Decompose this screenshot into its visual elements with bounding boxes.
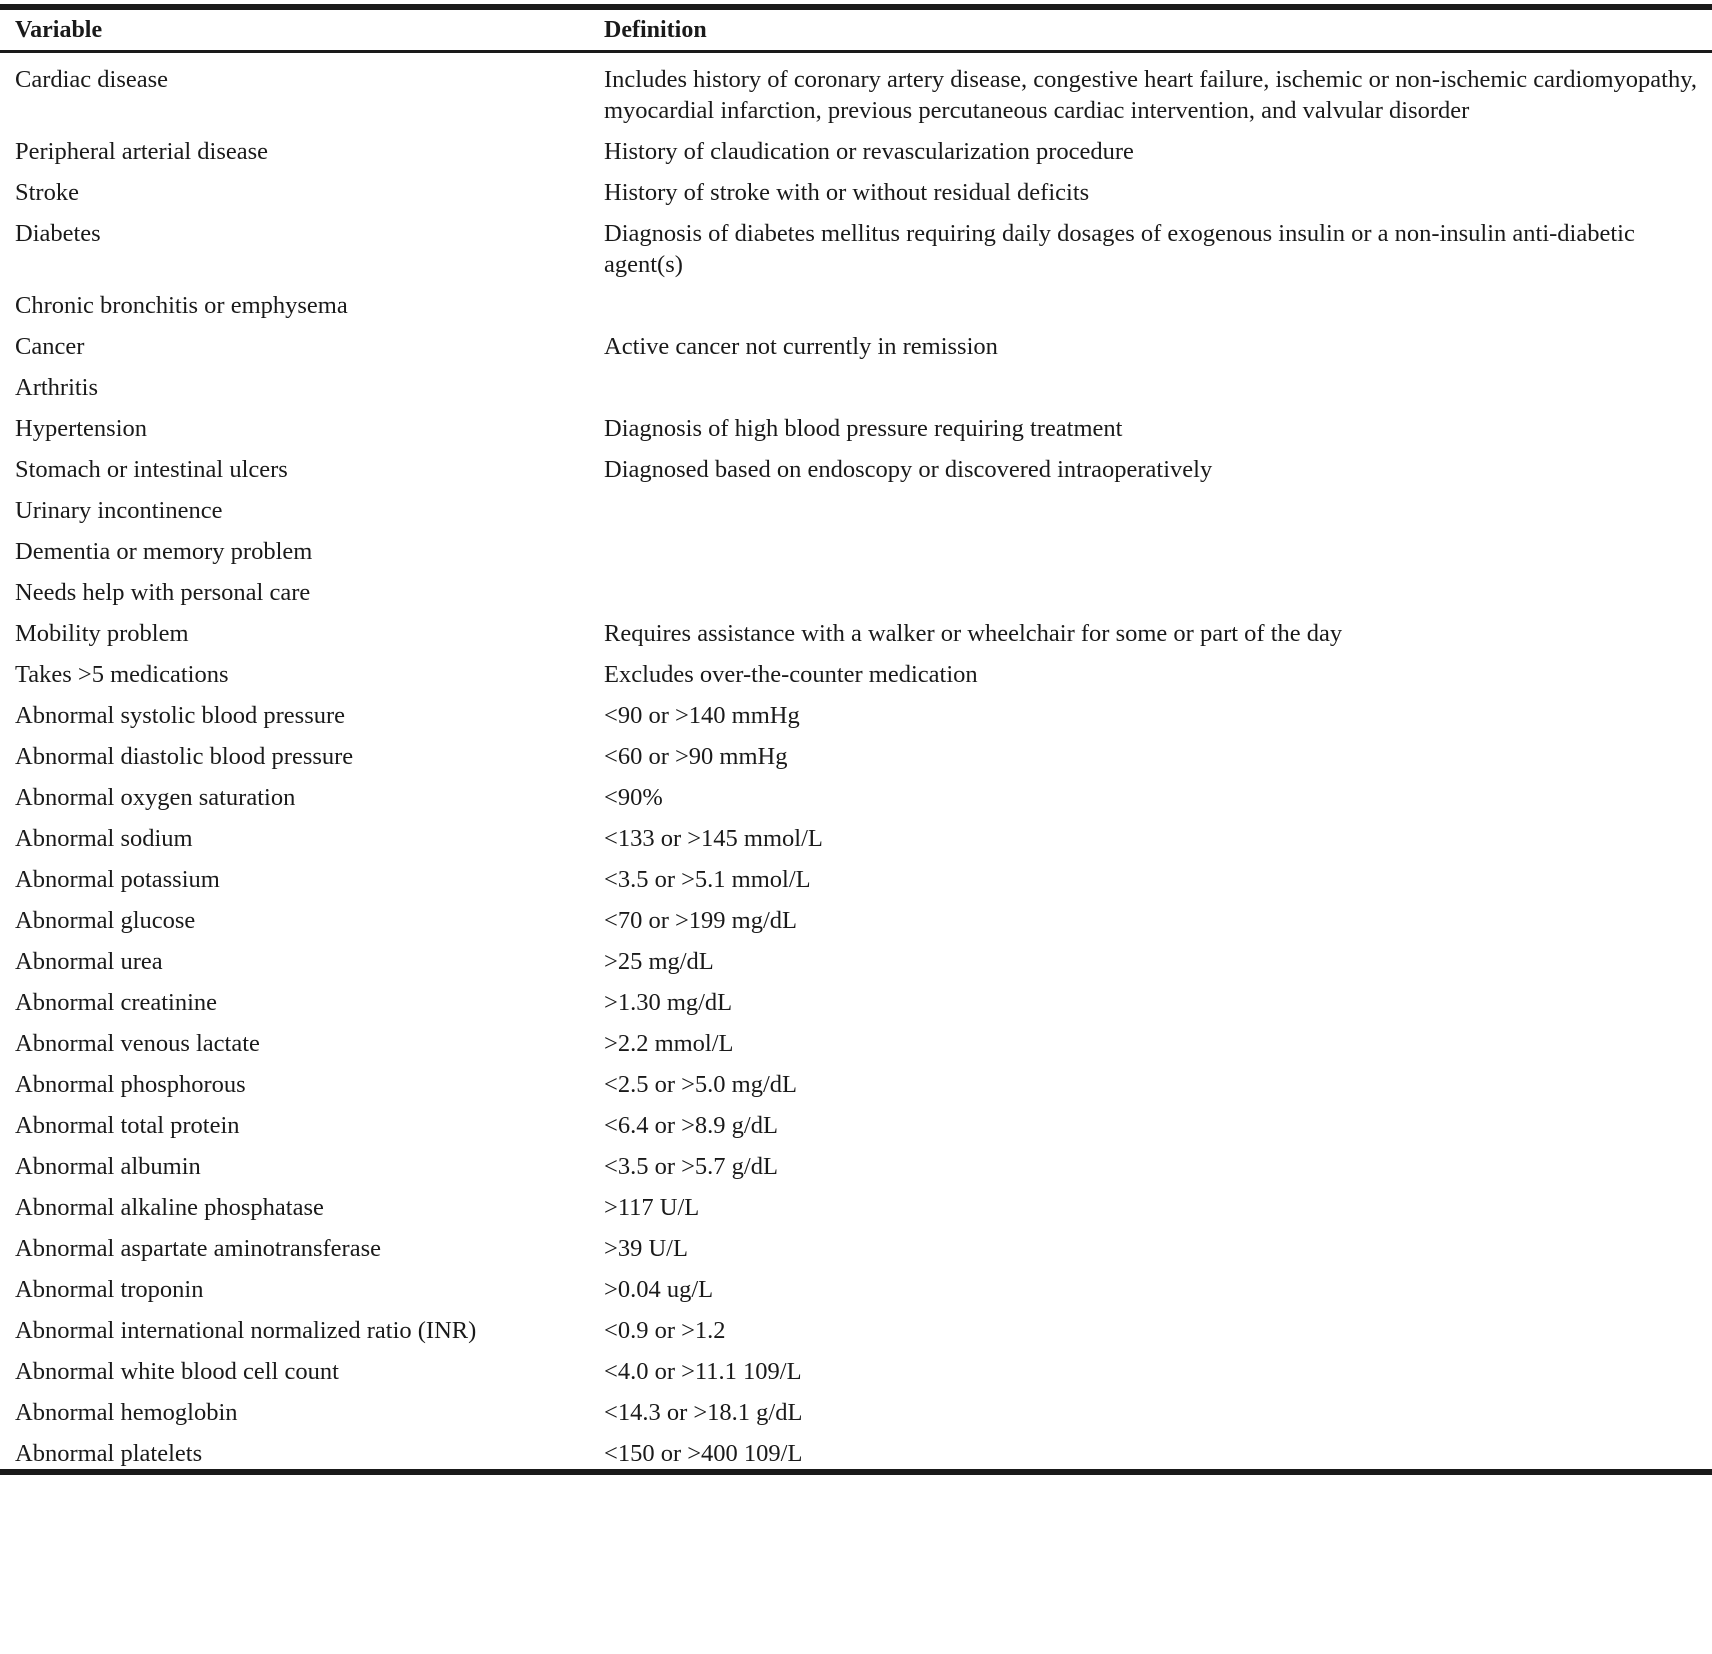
table-row	[0, 612, 1712, 653]
variable-cell: Abnormal oxygen saturation	[15, 784, 296, 811]
variable-cell: Abnormal hemoglobin	[15, 1399, 238, 1426]
definition-cell	[604, 571, 1712, 612]
variable-cell: Abnormal diastolic blood pressure	[15, 743, 354, 770]
definition-cell: <3.5 or >5.7 g/dL	[604, 1153, 778, 1180]
table-row	[0, 407, 1712, 448]
header-variable: Variable	[0, 7, 604, 52]
definition-cell: >2.2 mmol/L	[604, 1030, 734, 1057]
variable-cell: Cancer	[15, 333, 85, 360]
table-header	[0, 7, 1712, 52]
variable-cell: Abnormal alkaline phosphatase	[15, 1194, 324, 1221]
table-row	[0, 776, 1712, 817]
table-row	[0, 284, 1712, 325]
table-row	[0, 325, 1712, 366]
definition-cell: >117 U/L	[604, 1194, 700, 1221]
definition-cell	[604, 284, 1712, 325]
definition-cell	[604, 530, 1712, 571]
definition-cell: <90 or >140 mmHg	[604, 702, 800, 729]
variable-cell: Abnormal systolic blood pressure	[15, 702, 346, 729]
variable-cell: Dementia or memory problem	[15, 538, 313, 565]
table-row	[0, 1391, 1712, 1432]
definition-cell: <133 or >145 mmol/L	[604, 825, 823, 852]
variable-cell: Peripheral arterial disease	[15, 138, 269, 165]
variable-cell: Abnormal white blood cell count	[15, 1358, 339, 1385]
variable-cell: Abnormal phosphorous	[15, 1071, 246, 1098]
table-row	[0, 1350, 1712, 1391]
table-row	[0, 130, 1712, 171]
table-row	[0, 1186, 1712, 1227]
table-body	[0, 52, 1712, 1473]
definition-cell: <14.3 or >18.1 g/dL	[604, 1399, 803, 1426]
table-row	[0, 735, 1712, 776]
definition-cell: Diagnosis of high blood pressure requiring treatment	[604, 415, 1123, 442]
table-row	[0, 1063, 1712, 1104]
definition-cell: Includes history of coronary artery disease, congestive heart failure, ischemic or non-ischemic cardiomyopathy, myocardial infarction, previous percutaneous cardiac intervention, and valvular disorder	[604, 66, 1698, 124]
table-row	[0, 489, 1712, 530]
table-row	[0, 366, 1712, 407]
variable-cell: Cardiac disease	[15, 66, 169, 93]
table-row	[0, 52, 1712, 131]
definition-cell: <2.5 or >5.0 mg/dL	[604, 1071, 797, 1098]
definition-cell: <70 or >199 mg/dL	[604, 907, 797, 934]
header-row	[0, 7, 1712, 52]
definition-cell: Diagnosis of diabetes mellitus requiring daily dosages of exogenous insulin or a non-insulin anti-diabetic agent(s)	[604, 220, 1635, 278]
definition-cell: <150 or >400 109/L	[604, 1440, 803, 1467]
table-row	[0, 1022, 1712, 1063]
table-row	[0, 448, 1712, 489]
definition-cell: History of stroke with or without residual deficits	[604, 179, 1090, 206]
definition-cell: Requires assistance with a walker or wheelchair for some or part of the day	[604, 620, 1343, 647]
variable-cell: Chronic bronchitis or emphysema	[15, 292, 348, 319]
definition-cell: <0.9 or >1.2	[604, 1317, 726, 1344]
definition-cell: >0.04 ug/L	[604, 1276, 714, 1303]
table-row	[0, 1104, 1712, 1145]
table-row	[0, 530, 1712, 571]
definition-cell	[604, 489, 1712, 530]
table-row	[0, 1309, 1712, 1350]
definition-cell: <4.0 or >11.1 109/L	[604, 1358, 802, 1385]
table-row	[0, 171, 1712, 212]
table-row	[0, 212, 1712, 284]
table-row	[0, 899, 1712, 940]
definition-cell: <90%	[604, 784, 663, 811]
header-definition: Definition	[604, 7, 1712, 52]
table-row	[0, 1432, 1712, 1472]
variable-cell: Urinary incontinence	[15, 497, 223, 524]
definition-cell: Excludes over-the-counter medication	[604, 661, 978, 688]
variable-cell: Abnormal troponin	[15, 1276, 204, 1303]
variable-cell: Abnormal total protein	[15, 1112, 240, 1139]
variable-cell: Arthritis	[15, 374, 99, 401]
variable-cell: Abnormal venous lactate	[15, 1030, 260, 1057]
definition-cell: >39 U/L	[604, 1235, 688, 1262]
table-row	[0, 817, 1712, 858]
definition-cell: Active cancer not currently in remission	[604, 333, 998, 360]
definition-cell: <3.5 or >5.1 mmol/L	[604, 866, 811, 893]
table-row	[0, 858, 1712, 899]
definition-cell: <60 or >90 mmHg	[604, 743, 788, 770]
table-row	[0, 571, 1712, 612]
variable-cell: Abnormal urea	[15, 948, 163, 975]
table-row	[0, 1145, 1712, 1186]
variable-cell: Abnormal international normalized ratio (INR)	[15, 1317, 477, 1344]
table-row	[0, 1227, 1712, 1268]
variable-cell: Stroke	[15, 179, 79, 206]
variable-cell: Stomach or intestinal ulcers	[15, 456, 288, 483]
variable-cell: Abnormal creatinine	[15, 989, 218, 1016]
variable-cell: Hypertension	[15, 415, 147, 442]
table-row	[0, 694, 1712, 735]
variable-cell: Abnormal sodium	[15, 825, 193, 852]
definition-cell: Diagnosed based on endoscopy or discovered intraoperatively	[604, 456, 1213, 483]
variable-cell: Abnormal platelets	[15, 1440, 203, 1467]
variable-cell: Abnormal potassium	[15, 866, 220, 893]
definition-cell: History of claudication or revascularization procedure	[604, 138, 1134, 165]
table-row	[0, 981, 1712, 1022]
variable-cell: Mobility problem	[15, 620, 189, 647]
definition-cell: <6.4 or >8.9 g/dL	[604, 1112, 778, 1139]
variable-cell: Abnormal albumin	[15, 1153, 201, 1180]
table-row	[0, 1268, 1712, 1309]
definition-cell: >1.30 mg/dL	[604, 989, 733, 1016]
variable-cell: Diabetes	[15, 220, 101, 247]
definition-cell	[604, 366, 1712, 407]
table-row	[0, 940, 1712, 981]
variables-table	[0, 4, 1712, 1475]
variable-cell: Abnormal glucose	[15, 907, 196, 934]
table-row	[0, 653, 1712, 694]
variable-cell: Takes >5 medications	[15, 661, 229, 688]
variable-cell: Abnormal aspartate aminotransferase	[15, 1235, 381, 1262]
variable-cell: Needs help with personal care	[15, 579, 311, 606]
definition-cell: >25 mg/dL	[604, 948, 714, 975]
